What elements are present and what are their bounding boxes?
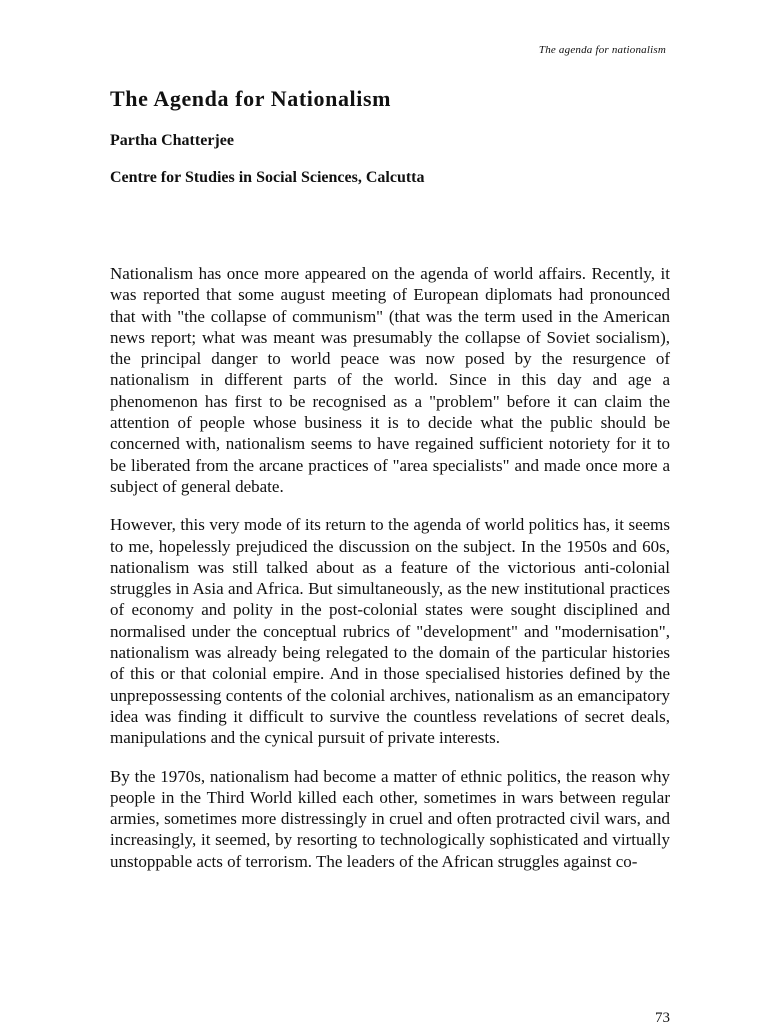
author-affiliation: Centre for Studies in Social Sciences, Calcutta (110, 169, 425, 186)
body-paragraph-1: Nationalism has once more appeared on the agenda of world affairs. Recently, it was reported that some august meeting of European diplomats had pronounced that with "the collapse of communism" (that was the term used in the American news report; what was meant was presumably the collapse of Soviet socialism), the principal danger to world peace was now posed by the resurgence of nationalism in different parts of the world. Since in this day and age a phenomenon has first to be recognised as a "problem" before it can claim the attention of people whose business it is to decide what the public should be concerned with, nationalism seems to have regained sufficient notoriety for it to be liberated from the arcane practices of "area specialists" and made once more a subject of general debate. (110, 264, 670, 496)
page-number: 73 (655, 1010, 670, 1024)
article-title: The Agenda for Nationalism (110, 86, 392, 111)
body-paragraph-3: By the 1970s, nationalism had become a matter of ethnic politics, the reason why people in the Third World killed each other, sometimes in wars between regular armies, sometimes more distressingly in cruel and often protracted civil wars, and increasingly, it seemed, by resorting to technologically sophisticated and virtually unstoppable acts of terrorism. The leaders of the African struggles against co- (110, 766, 670, 871)
article-body (110, 263, 670, 889)
running-head: The agenda for nationalism (538, 44, 666, 56)
body-paragraph-2: However, this very mode of its return to the agenda of world politics has, it seems to me, hopelessly prejudiced the discussion on the subject. In the 1950s and 60s, nationalism was still talked about as a feature of the victorious anti-colonial struggles in Asia and Africa. But simultaneously, as the new institutional practices of economy and polity in the post-colonial states were sought disciplined and normalised under the conceptual rubrics of "development" and "modernisation", nationalism was already being relegated to the domain of the particular histories of this or that colonial empire. And in those specialised histories defined by the unprepossessing contents of the colonial archives, nationalism as an emancipatory idea was finding it difficult to survive the countless revelations of secret deals, manipulations and the cynical pursuit of private interests. (110, 515, 670, 748)
author-name: Partha Chatterjee (110, 132, 234, 149)
